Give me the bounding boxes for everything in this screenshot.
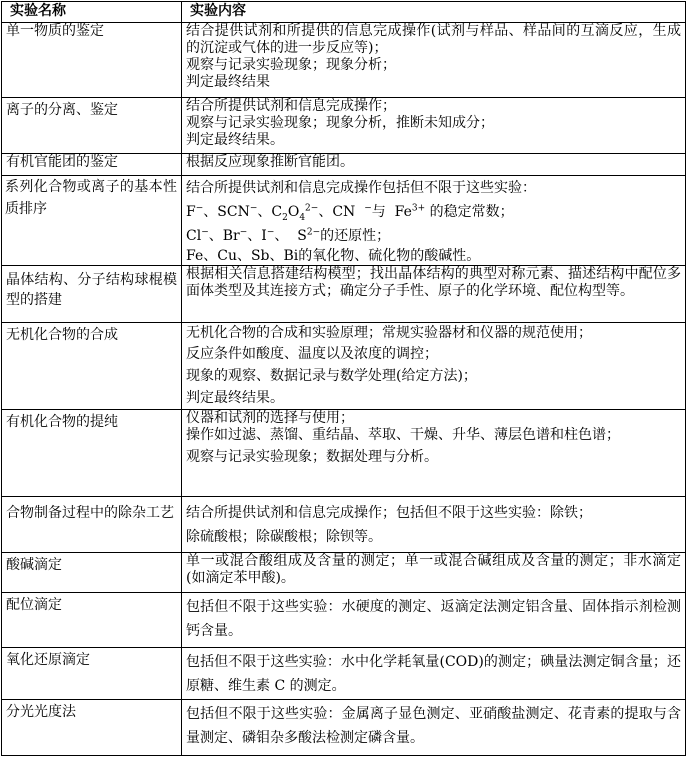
halide-list: Cl−、Br−、I−、 $S^{2-}$的还原性；: [186, 227, 391, 244]
header-name: 实验名称: [2, 2, 182, 23]
table-row: [2, 176, 686, 266]
experiment-name: 离子的分离、鉴定: [2, 98, 182, 154]
experiment-content: 根据相关信息搭建结构模型；找出晶体结构的典型对称元素、描述结构中配位多面体类型及其连接方式；确定分子手性、原子的化学环境、配位构型等。: [182, 266, 686, 323]
table-row: [2, 553, 686, 593]
experiment-name: 无机化合物的合成: [2, 323, 182, 410]
experiment-name: 单一物质的鉴定: [2, 23, 182, 98]
experiment-name: 有机化合物的提纯: [2, 410, 182, 497]
experiment-name: 氧化还原滴定: [2, 648, 182, 700]
experiment-content: 仪器和试剂的选择与使用； 操作如过滤、蒸馏、重结晶、萃取、干燥、升华、薄层色谱和柱色谱； 观察与记录实验现象；数据处理与分析。: [182, 410, 686, 497]
experiment-name: 系列化合物或离子的基本性质排序: [2, 176, 182, 266]
experiment-name: 分光光度法: [2, 700, 182, 756]
experiment-content: 结合所提供试剂和信息完成操作包括但不限于这些实验： F−、SCN−、$C_2O_4^{2-}$、CN −与 $Fe^{3+}$ 的稳定常数； Cl−、Br−、I−、 $S^{2-}$的还原性； Fe、Cu、Sb、Bi的氧化物、硫化物的酸碱性。: [182, 176, 686, 266]
table-row: [2, 410, 686, 497]
experiment-content: 包括但不限于这些实验：水硬度的测定、返滴定法测定铝含量、固体指示剂检测钙含量。: [182, 593, 686, 648]
experiment-name: 晶体结构、分子结构球棍模型的搭建: [2, 266, 182, 323]
experiment-name: 合物制备过程中的除杂工艺: [2, 497, 182, 553]
experiment-content: 结合提供试剂和所提供的信息完成操作(试剂与样品、样品间的互滴反应，生成的沉淀或气体的进一步反应等)； 观察与记录实验现象；现象分析； 判定最终结果: [182, 23, 686, 98]
table-row: [2, 497, 686, 553]
table-row: [2, 323, 686, 410]
experiment-name: 酸碱滴定: [2, 553, 182, 593]
experiment-content: 包括但不限于这些实验：金属离子显色测定、亚硝酸盐测定、花青素的提取与含量测定、磷钼杂多酸法检测定磷含量。: [182, 700, 686, 756]
table-row: [2, 700, 686, 756]
table-row: [2, 23, 686, 98]
table-row: [2, 154, 686, 176]
table-row: [2, 266, 686, 323]
header-content: 实验内容: [182, 2, 686, 23]
experiment-name: 配位滴定: [2, 593, 182, 648]
header-row: [2, 2, 686, 23]
ion-list: F−、SCN−、$C_2O_4^{2-}$、CN −与 $Fe^{3+}$ 的稳定常数；: [186, 203, 514, 223]
table-row: [2, 593, 686, 648]
experiment-content: 包括但不限于这些实验：水中化学耗氧量(COD)的测定；碘量法测定铜含量；还原糖、维生素 C 的测定。: [182, 648, 686, 700]
table-row: [2, 98, 686, 154]
experiment-table: [1, 1, 686, 756]
experiment-content: 结合所提供试剂和信息完成操作； 观察与记录实验现象；现象分析，推断未知成分； 判定最终结果。: [182, 98, 686, 154]
experiment-content: 结合所提供试剂和信息完成操作；包括但不限于这些实验：除铁； 除硫酸根；除碳酸根；除钡等。: [182, 497, 686, 553]
experiment-content: 根据反应现象推断官能团。: [182, 154, 686, 176]
experiment-content: 无机化合物的合成和实验原理；常规实验器材和仪器的规范使用； 反应条件如酸度、温度以及浓度的调控； 现象的观察、数据记录与数学处理(给定方法)； 判定最终结果。: [182, 323, 686, 410]
experiment-content: 单一或混合酸组成及含量的测定；单一或混合碱组成及含量的测定；非水滴定(如滴定苯甲酸)。: [182, 553, 686, 593]
experiment-name: 有机官能团的鉴定: [2, 154, 182, 176]
table-row: [2, 648, 686, 700]
